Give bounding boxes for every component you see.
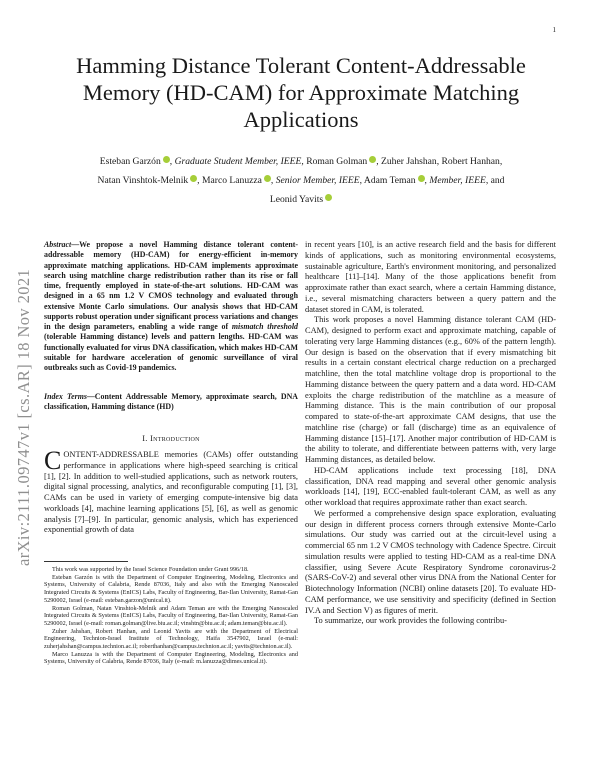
footnotes <box>44 566 298 666</box>
footnote-rule <box>44 561 128 562</box>
abstract-text: —We propose a novel Hamming distance tolerant content-addressable memory (HD-CAM) for energy-efficient in-memory approximate matching applications. HD-CAM implements approximate search using matchline charge redistribution rather than its rise or fall time, frequently employed in state-of-the-art solutions. HD-CAM was designed in a 65 nm 1.2 V CMOS technology and evaluated through extensive Monte Carlo simulations. Our analysis shows that HD-CAM supports robust operation under significant process variations and changes in the design parameters, enabling a wide range of <box>44 240 298 331</box>
author-affiliation-title: Member, IEEE <box>429 175 486 186</box>
author-affiliation-title: Graduate Student Member, IEEE <box>174 156 302 167</box>
index-terms <box>44 392 298 413</box>
abstract-italic-term: mismatch threshold <box>231 322 298 331</box>
footnote: This work was supported by the Israel Science Foundation under Grant 996/18. <box>52 566 249 573</box>
orcid-icon[interactable] <box>325 194 332 201</box>
author-name: Leonid Yavits <box>269 194 324 205</box>
paragraph: HD-CAM applications include text processing [18], DNA classification, DNA read mapping and several other genomic analysis workloads [14], [19], ECC-enabled fault-tolerant CAM, as well as any other workload that requires approximate rather than exact search. <box>305 465 556 507</box>
paragraph: This work proposes a novel Hamming distance tolerant CAM (HD-CAM), designed to perform exact and approximate matching, capable of tolerating very large Hamming distances (e.g., 60% of the pattern length). Our design is based on the observation that if every mismatching bit results in a certain constant electrical charge reduction on a precharged matchline, then the total matchline voltage drop is proportional to the Hamming distance between the query pattern and a data word. HD-CAM exploits the charge redistribution of the matchline as a measure of Hamming distance. This is the main contribution of our proposal compared to state-of-the-art approximate CAM designs, that use the matchline rise (charge) or fall (discharge) time as an equivalence of Hamming distance [15]–[17]. Another major contribution of HD-CAM is the ability to tolerate, and differentiate between patterns with, very large Hamming distances, as detailed below. <box>305 315 556 464</box>
orcid-icon[interactable] <box>264 175 271 182</box>
paragraph: in recent years [10], is an active research field and the basis for different kinds of applications, such as monitoring environmental ecosystems, sustainable agriculture, Earth's environment monitoring, and personalized healthcare [11]–[14]. Many of the those applications benefit from approximate rather than exact search, where a certain Hamming distance, i.e., several mismatching characters between a query pattern and the dataset stored in CAM, is tolerated. <box>305 240 556 314</box>
author-name: , Zuher Jahshan, Robert Hanhan, <box>376 156 503 167</box>
arxiv-identifier: arXiv:2111.09747v1 [cs.AR] 18 Nov 2021 <box>14 268 33 566</box>
author-name: Natan Vinshtok-Melnik <box>97 175 189 186</box>
author-name: Esteban Garzón <box>99 156 161 167</box>
index-terms-label: Index Terms <box>44 392 87 401</box>
orcid-icon[interactable] <box>418 175 425 182</box>
author-name: , Roman Golman <box>301 156 368 167</box>
index-terms-text: —Content Addressable Memory, approximate search, DNA classification, Hamming distance (HD) <box>44 392 298 412</box>
author-list <box>40 152 562 209</box>
author-line-2: Natan Vinshtok-Melnik , Marco Lanuzza , Senior Member, IEEE, Adam Teman , Member, IEEE, and <box>97 175 505 186</box>
author-name: , Adam Teman <box>359 175 416 186</box>
footnote: Roman Golman, Natan Vinshtok-Melnik and Adam Teman are with the Emerging Nanoscaled Integrated Circuits & Systems (EnICS) Labs, Faculty of Engineering, Bar-Ilan University, Ramat-Gan 5290002, Israel (e-mail: roman.golman@live.biu.ac.il; vinshtn@biu.ac.il; adam.teman@biu.ac.il). <box>44 604 298 627</box>
paragraph: To summarize, our work provides the following contribu- <box>314 616 507 626</box>
orcid-icon[interactable] <box>163 156 170 163</box>
introduction-text <box>44 446 298 536</box>
author-line-3 <box>40 190 562 209</box>
author-name: , and <box>485 175 505 186</box>
section-heading: I. Introduction <box>142 434 200 443</box>
abstract-label: Abstract <box>44 240 72 249</box>
drop-cap: C <box>44 446 62 475</box>
author-name: , Marco Lanuzza <box>197 175 262 186</box>
footnote: Marco Lanuzza is with the Department of Computer Engineering, Modeling, Electronics and Systems, University of Calabria, Rende 87036, Italy (e-mail: m.lanuzza@dimes.unical.it). <box>44 650 298 666</box>
paper-title: Hamming Distance Tolerant Content-Addressable Memory (HD-CAM) for Approximate Matching Applications <box>76 53 526 132</box>
footnote: Esteban Garzón is with the Department of Computer Engineering, Modeling, Electronics and Systems, University of Calabria, Rende 87036, Italy and also with the Emerging Nanoscaled Integrated Circuits & Systems (EnICS) Labs, Faculty of Engineering, Bar-Ilan University, Ramat-Gan 5290002, Israel (e-mail: esteban.garzon@unical.it). <box>44 573 298 604</box>
intro-body: memories (CAMs) offer outstanding performance in applications where high-speed searching is critical [1], [2]. In addition to well-studied applications, such as network routers, digital signal processing, analytics, and reconfigurable computing [1], [3], CAMs can be used in variety of emerging compute-intensive big data workloads [4], machine learning applications [5], [6], as well as genomic analysis [7]–[9]. In particular, genomic analysis, which has experienced exponential growth of data <box>44 450 298 535</box>
paragraph: We performed a comprehensive design space exploration, evaluating our design in different process corners through extensive Monte-Carlo simulations. Our study was carried out at the circuit-level using a commercial 65 nm 1.2 V CMOS technology with Cadence Spectre. Circuit simulation results were applied to testing HD-CAM as a real-time DNA classifier, using Severe Acute Respiratory Syndrome coronavirus-2 (SARS-CoV-2) and several other virus DNA from the National Center for Biotechnology Information (NCBI) online datasets [20]. To evaluate HD-CAM performance, we use sensitivity and specificity (defined in Section IV.A and Section V) as figures of merit. <box>305 508 556 615</box>
footnote: Zuher Jahshan, Robert Hanhan, and Leonid Yavits are with the Department of Electrical Engineering, Technion-Israel Institute of Technology, Haifa 3547902, Israel (e-mail: zuherjahshan@campus.technion.ac.il; roberthanhan@campus.technion.ac.il; yavits@technion.ac.il). <box>44 627 298 651</box>
abstract <box>44 240 298 373</box>
author-line-1: Esteban Garzón , Graduate Student Member, IEEE, Roman Golman , Zuher Jahshan, Robert Hanhan, <box>99 156 503 167</box>
abstract-text: (tolerable Hamming distance) levels and pattern lengths. HD-CAM was functionally evaluated for virus DNA classification, which makes HD-CAM suitable for hardware acceleration of genomic surveillance of viral outbreaks such as Covid-19 pandemics. <box>44 332 298 372</box>
page-number: 1 <box>552 26 556 34</box>
intro-lead: ONTENT-ADDRESSABLE <box>63 450 159 459</box>
right-column <box>305 240 556 627</box>
author-affiliation-title: Senior Member, IEEE <box>275 175 360 186</box>
